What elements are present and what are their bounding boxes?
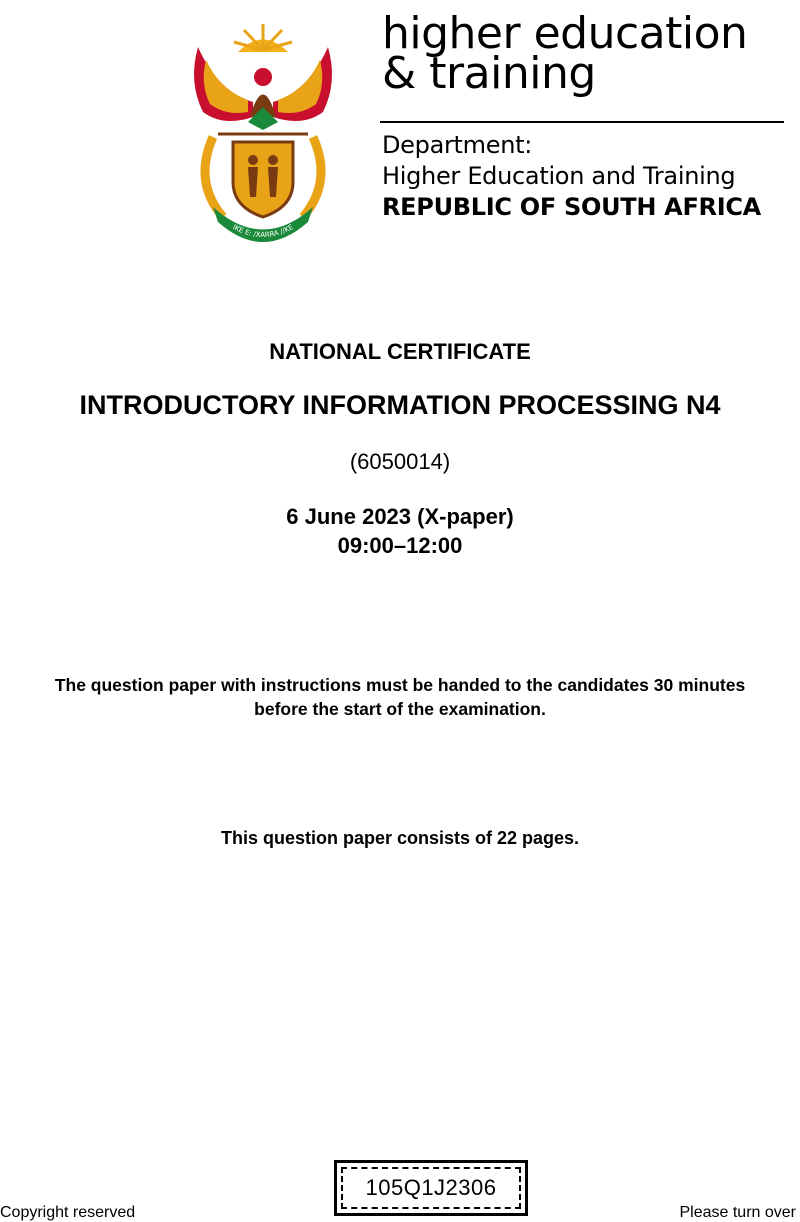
instruction-note [0, 673, 800, 721]
page-count-note: This question paper consists of 22 pages. [220, 828, 580, 848]
brand-wordmark [382, 8, 782, 99]
department-name: Higher Education and Training [382, 162, 736, 190]
coat-of-arms-logo [178, 22, 348, 242]
shield-icon [233, 142, 293, 217]
department-block [382, 130, 761, 222]
wheat-right-icon [303, 137, 321, 217]
header-divider [380, 121, 784, 123]
brand-line-2: & training [382, 48, 596, 99]
instruction-line-2: before the start of the examination. [254, 699, 546, 719]
subject-code: (6050014) [349, 449, 451, 474]
sun-icon [234, 24, 292, 52]
eagle-wings-icon [194, 47, 332, 130]
department-label: Department: [382, 131, 533, 159]
subject-title: INTRODUCTORY INFORMATION PROCESSING N4 [79, 390, 721, 420]
certificate-title: NATIONAL CERTIFICATE [269, 339, 531, 364]
exam-time: 09:00–12:00 [337, 533, 463, 558]
exam-date: 6 June 2023 (X-paper) [286, 504, 514, 529]
exam-schedule [0, 502, 800, 560]
instruction-line-1: The question paper with instructions must be handed to the candidates 30 minutes [54, 675, 746, 695]
paper-code-box [334, 1160, 528, 1216]
turn-over-text: Please turn over [679, 1204, 796, 1221]
wheat-left-icon [205, 137, 223, 217]
paper-code-text: 105Q1J2306 [341, 1167, 521, 1209]
emblem-motto: IKE E: /XARRA //KE [231, 223, 295, 240]
brand-line-1: higher education [382, 8, 748, 59]
country-name: REPUBLIC OF SOUTH AFRICA [382, 193, 761, 221]
copyright-text: Copyright reserved [0, 1204, 136, 1221]
